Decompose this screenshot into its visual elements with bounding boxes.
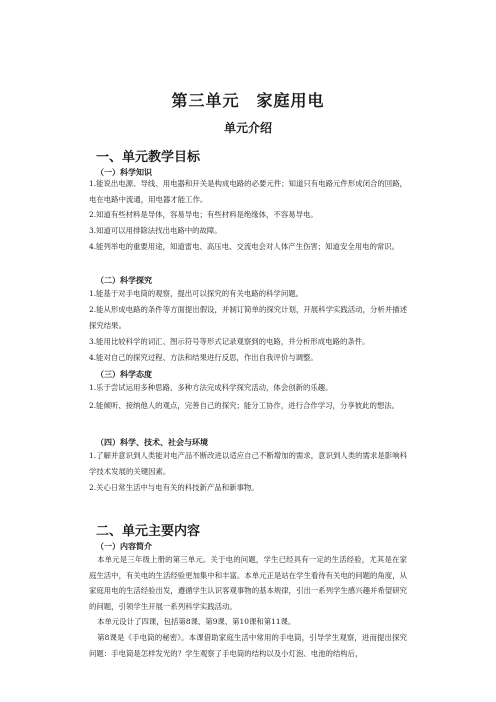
subheading-intro: （一）内容简介 (96, 542, 152, 551)
paragraph: 1.了解并意识到人类能对电产品不断改进以适应自己不断增加的需求，意识到人类的需求是影响科学技术发展的关键因素。 (89, 451, 407, 476)
paragraph: 1.能说出电源、导线、用电器和开关是构成电路的必要元件；知道只有电路元件形成闭合的回路，电在电路中流通，用电器才能工作。 (89, 179, 407, 204)
subheading-inquiry: （二）科学探究 (96, 276, 152, 285)
page-title: 第三单元 家庭用电 (171, 91, 325, 110)
paragraph: 2.知道有些材料是导体，容易导电；有些材料是绝缘体，不容易导电。 (89, 210, 318, 219)
page-subtitle: 单元介绍 (223, 121, 272, 135)
paragraph: 2.关心日常生活中与电有关的科技新产品和新事物。 (89, 483, 259, 492)
subheading-sts: （四）科学、技术、社会与环境 (96, 438, 208, 447)
paragraph: 1.能基于对手电筒的观察，提出可以探究的有关电路的科学问题。 (89, 289, 303, 298)
paragraph: 1.乐于尝试运用多种思路、多种方法完成科学探究活动，体会创新的乐趣。 (89, 383, 333, 392)
paragraph: 2.能从形成电路的条件等方面提出假设，并制订简单的探究计划，开展科学实践活动，分析并描述探究结果。 (89, 305, 407, 330)
paragraph: 2.能倾听、接纳他人的观点，完善自己的探究；能分工协作，进行合作学习，分享彼此的想法。 (89, 401, 400, 410)
subheading-attitude: （三）科学态度 (96, 370, 152, 379)
paragraph: 本单元设计了四课，包括第8课、第9课、第10课和第11课。 (97, 617, 296, 626)
paragraph: 第8课是《手电筒的秘密》。本课借助家庭生活中常用的手电筒，引导学生观察，进而提出探究问题：手电筒是怎样发光的？学生观察了手电筒的结构以及小灯泡、电池的结构后， (89, 633, 407, 658)
paragraph: 本单元是三年级上册的第三单元。关于电的问题，学生已经具有一定的生活经验，尤其是在家庭生活中，有关电的生活经验更加集中和丰富。本单元正是站在学生看待有关电的问题的角度，从家庭用电的生活经验出发，遵循学生认识客观事物的基本规律，引出一系列学生感兴趣并希望研究的问题，引领学生开展一系列科学实践活动。 (89, 555, 407, 611)
section-heading-content: 二、单元主要内容 (96, 524, 201, 539)
paragraph: 3.能用比较科学的词汇、图示符号等形式记录观察到的电路，并分析形成电路的条件。 (89, 337, 370, 346)
subheading-knowledge: （一）科学知识 (96, 168, 152, 177)
paragraph: 4.能列举电的重要用途，知道雷电、高压电、交流电会对人体产生伤害；知道安全用电的常识。 (89, 242, 400, 251)
section-heading-goals: 一、单元教学目标 (96, 150, 201, 165)
paragraph: 3.知道可以用排除法找出电路中的故障。 (89, 226, 222, 235)
paragraph: 4.能对自己的探究过程、方法和结果进行反思，作出自我评价与调整。 (89, 353, 318, 362)
